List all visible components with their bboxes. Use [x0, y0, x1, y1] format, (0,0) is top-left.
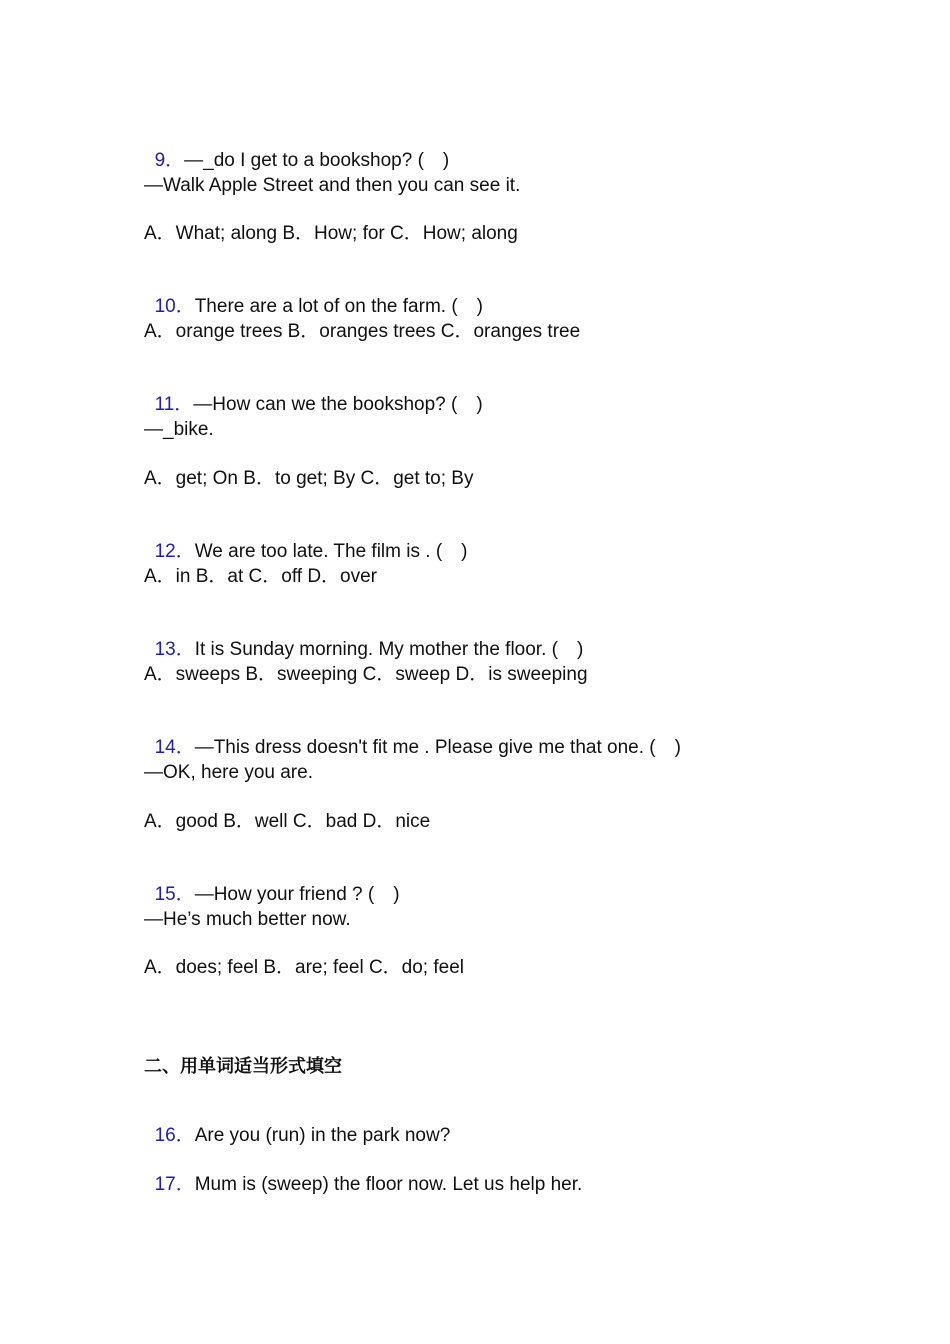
question-number: 16．: [154, 1125, 195, 1146]
question-number: 12．: [154, 541, 195, 562]
question-text: —How your friend ? ( ): [194, 884, 400, 905]
section-heading: 二、用单词适当形式填空: [144, 1056, 342, 1077]
question-12-stem: [144, 516, 467, 564]
question-14-reply: —OK, here you are.: [144, 762, 313, 783]
question-text: —How can we the bookshop? ( ): [193, 394, 483, 415]
question-text: Are you (run) in the park now?: [194, 1125, 451, 1146]
question-11-reply: —_bike.: [144, 419, 214, 440]
question-15-reply: —He’s much better now.: [144, 909, 351, 930]
question-number: 17．: [154, 1174, 195, 1195]
question-15-options: A．does; feel B．are; feel C．do; feel: [144, 957, 464, 978]
question-9-stem: [144, 125, 449, 173]
question-number: 14．: [154, 737, 195, 758]
question-text: —_do I get to a bookshop? ( ): [184, 150, 450, 171]
question-12-options: A．in B．at C．off D．over: [144, 566, 378, 587]
question-9-options: A．What; along B．How; for C．How; along: [144, 223, 518, 244]
question-text: There are a lot of on the farm. ( ): [194, 296, 483, 317]
question-text: —This dress doesn't fit me . Please give me that one. ( ): [194, 737, 681, 758]
question-11-options: A．get; On B．to get; By C．get to; By: [144, 468, 474, 489]
question-14-options: A．good B．well C．bad D．nice: [144, 811, 431, 832]
question-number: 9．: [154, 150, 185, 171]
question-14-stem: [144, 712, 681, 760]
question-17-stem: [144, 1149, 582, 1197]
question-16-stem: [144, 1100, 450, 1148]
question-10-stem: [144, 271, 483, 319]
question-15-stem: [144, 859, 400, 907]
question-number: 15．: [154, 884, 195, 905]
question-number: 10．: [154, 296, 195, 317]
question-13-stem: [144, 614, 583, 662]
question-9-reply: —Walk Apple Street and then you can see it.: [144, 175, 521, 196]
question-11-stem: [144, 369, 483, 417]
question-text: We are too late. The film is . ( ): [194, 541, 468, 562]
question-number: 13．: [154, 639, 195, 660]
question-13-options: A．sweeps B．sweeping C．sweep D．is sweeping: [144, 664, 588, 685]
question-number: 11．: [154, 394, 194, 415]
question-text: It is Sunday morning. My mother the floor. ( ): [194, 639, 584, 660]
question-10-options: A．orange trees B．oranges trees C．oranges tree: [144, 321, 581, 342]
question-text: Mum is (sweep) the floor now. Let us help her.: [194, 1174, 583, 1195]
